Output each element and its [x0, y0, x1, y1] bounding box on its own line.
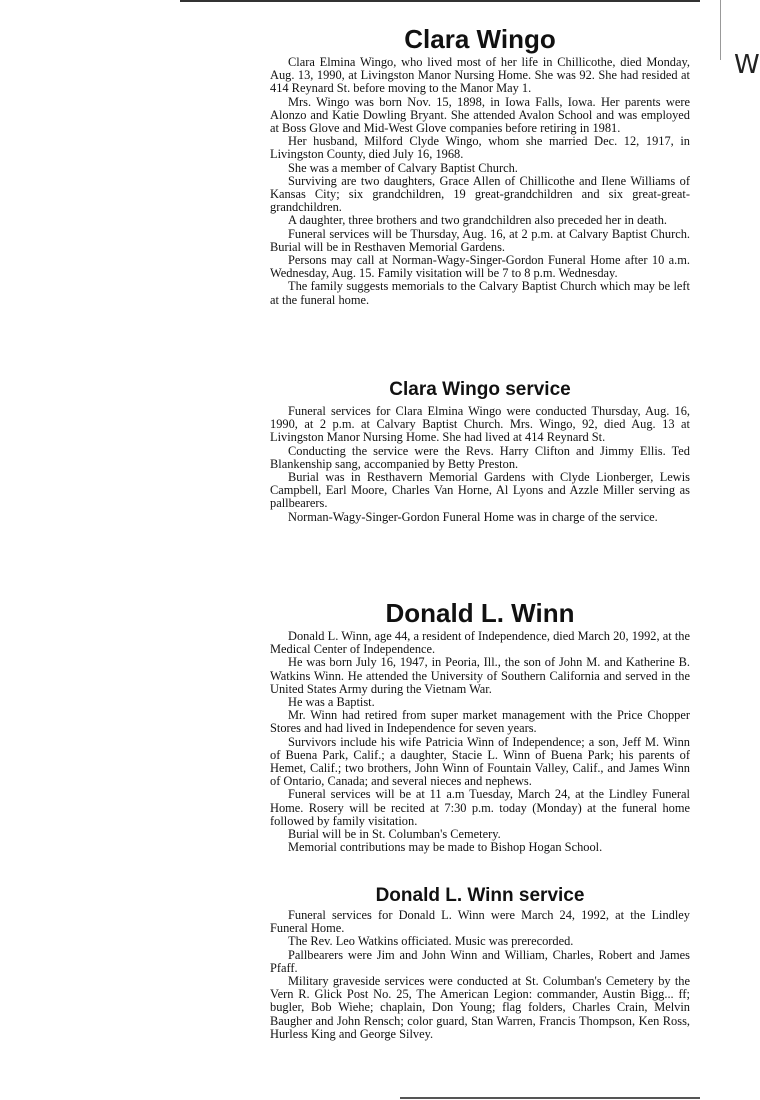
paragraph: Burial was in Resthavern Memorial Gardens with Clyde Lionberger, Lewis Campbell, Earl Moore, Charles Van Horne, Al Lyons and Azzle Miller serving as pallbearers.	[270, 470, 690, 511]
paragraph: Pallbearers were Jim and John Winn and William, Charles, Robert and James Pfaff.	[270, 947, 690, 975]
paragraph: Norman-Wagy-Singer-Gordon Funeral Home was in charge of the service.	[288, 509, 658, 524]
paragraph: Mr. Winn had retired from super market management with the Price Chopper Stores and had lived in Independence for seven years.	[270, 708, 690, 736]
paragraph: Mrs. Wingo was born Nov. 15, 1898, in Iowa Falls, Iowa. Her parents were Alonzo and Katie Dowling Bryant. She attended Avalon School and was employed at Boss Glove and Mid-West Glove companies before retiring in 1981.	[270, 94, 690, 136]
service-donald-winn	[270, 886, 690, 1041]
paragraph: He was born July 16, 1947, in Peoria, Ill., the son of John M. and Katherine B. Watkins Winn. He attended the University of Southern California and served in the United States Army during the Vietnam War.	[270, 655, 690, 696]
paragraph: Funeral services will be Thursday, Aug. 16, at 2 p.m. at Calvary Baptist Church. Burial will be in Resthaven Memorial Gardens.	[270, 226, 690, 254]
paragraph: Survivors include his wife Patricia Winn of Independence; a son, Jeff M. Winn of Buena Park, Calif.; a daughter, Stacie L. Winn of Buena Park; his parents of Hemet, Calif.; two brothers, John Winn of Fountain Valley, Calif., and James Winn of Ontario, Canada; and several nieces and nephews.	[270, 734, 690, 789]
paragraph: Clara Elmina Wingo, who lived most of her life in Chillicothe, died Monday, Aug. 13, 1990, at Livingston Manor Nursing Home. She was 92. She had resided at 414 Reynard St. before moving to the Manor May 1.	[270, 55, 690, 96]
paragraph: Military graveside services were conducted at St. Columban's Cemetery by the Vern R. Glick Post No. 25, The American Legion: commander, Austin Bigg... ff; bugler, Bob Wiehe; chaplain, Don Young; flag folders, Charles Crain, Melvin Baugher and John Rensch; color guard, Stan Warren, Francis Thompson, Ken Ross, Hurless King and George Silvey.	[270, 974, 690, 1041]
margin-handwriting: W	[734, 50, 760, 80]
edge-line	[720, 0, 721, 60]
article-body	[270, 405, 690, 524]
headline: Clara Wingo	[404, 24, 556, 54]
paragraph: Funeral services for Donald L. Winn were March 24, 1992, at the Lindley Funeral Home.	[270, 908, 690, 936]
article-body	[270, 909, 690, 1041]
article-body	[270, 56, 690, 307]
paragraph: Burial will be in St. Columban's Cemetery.	[288, 827, 501, 842]
paragraph: The Rev. Leo Watkins officiated. Music was prerecorded.	[288, 934, 574, 949]
obituary-donald-winn	[270, 600, 690, 854]
paragraph: Memorial contributions may be made to Bishop Hogan School.	[288, 840, 603, 855]
paragraph: He was a Baptist.	[288, 695, 375, 710]
paragraph: A daughter, three brothers and two grandchildren also preceded her in death.	[288, 213, 667, 228]
service-clara-wingo	[270, 380, 690, 524]
paragraph: Funeral services for Clara Elmina Wingo were conducted Thursday, Aug. 16, 1990, at 2 p.m. at Calvary Baptist Church. Mrs. Wingo, 92, died Aug. 13 at Livingston Manor Nursing Home. She had lived at 414 Reynard St.	[270, 404, 690, 445]
paragraph: The family suggests memorials to the Calvary Baptist Church which may be left at the funeral home.	[270, 279, 690, 307]
paragraph: Donald L. Winn, age 44, a resident of Independence, died March 20, 1992, at the Medical Center of Independence.	[270, 629, 690, 657]
paragraph: Persons may call at Norman-Wagy-Singer-Gordon Funeral Home after 10 a.m. Wednesday, Aug. 15. Family visitation will be 7 to 8 p.m. Wednesday.	[270, 253, 690, 281]
paragraph: Funeral services will be at 11 a.m Tuesday, March 24, at the Lindley Funeral Home. Rosery will be recited at 7:30 p.m. today (Monday) at the funeral home followed by family visitation.	[270, 787, 690, 828]
headline: Donald L. Winn service	[375, 885, 585, 906]
bottom-rule	[400, 1097, 700, 1099]
top-rule	[180, 0, 700, 2]
obituary-clara-wingo	[270, 26, 690, 307]
paragraph: Her husband, Milford Clyde Wingo, whom she married Dec. 12, 1917, in Livingston County, died July 16, 1968.	[270, 134, 690, 162]
article-body	[270, 630, 690, 854]
paragraph: Surviving are two daughters, Grace Allen of Chillicothe and Ilene Williams of Kansas City; six grandchildren, 19 great-grandchildren and six great-great-grandchildren.	[270, 173, 690, 215]
paragraph: Conducting the service were the Revs. Harry Clifton and Jimmy Ellis. Ted Blankenship sang, accompanied by Betty Preston.	[270, 443, 690, 471]
headline: Donald L. Winn	[385, 598, 575, 628]
paragraph: She was a member of Calvary Baptist Church.	[288, 160, 518, 175]
headline: Clara Wingo service	[389, 379, 571, 400]
